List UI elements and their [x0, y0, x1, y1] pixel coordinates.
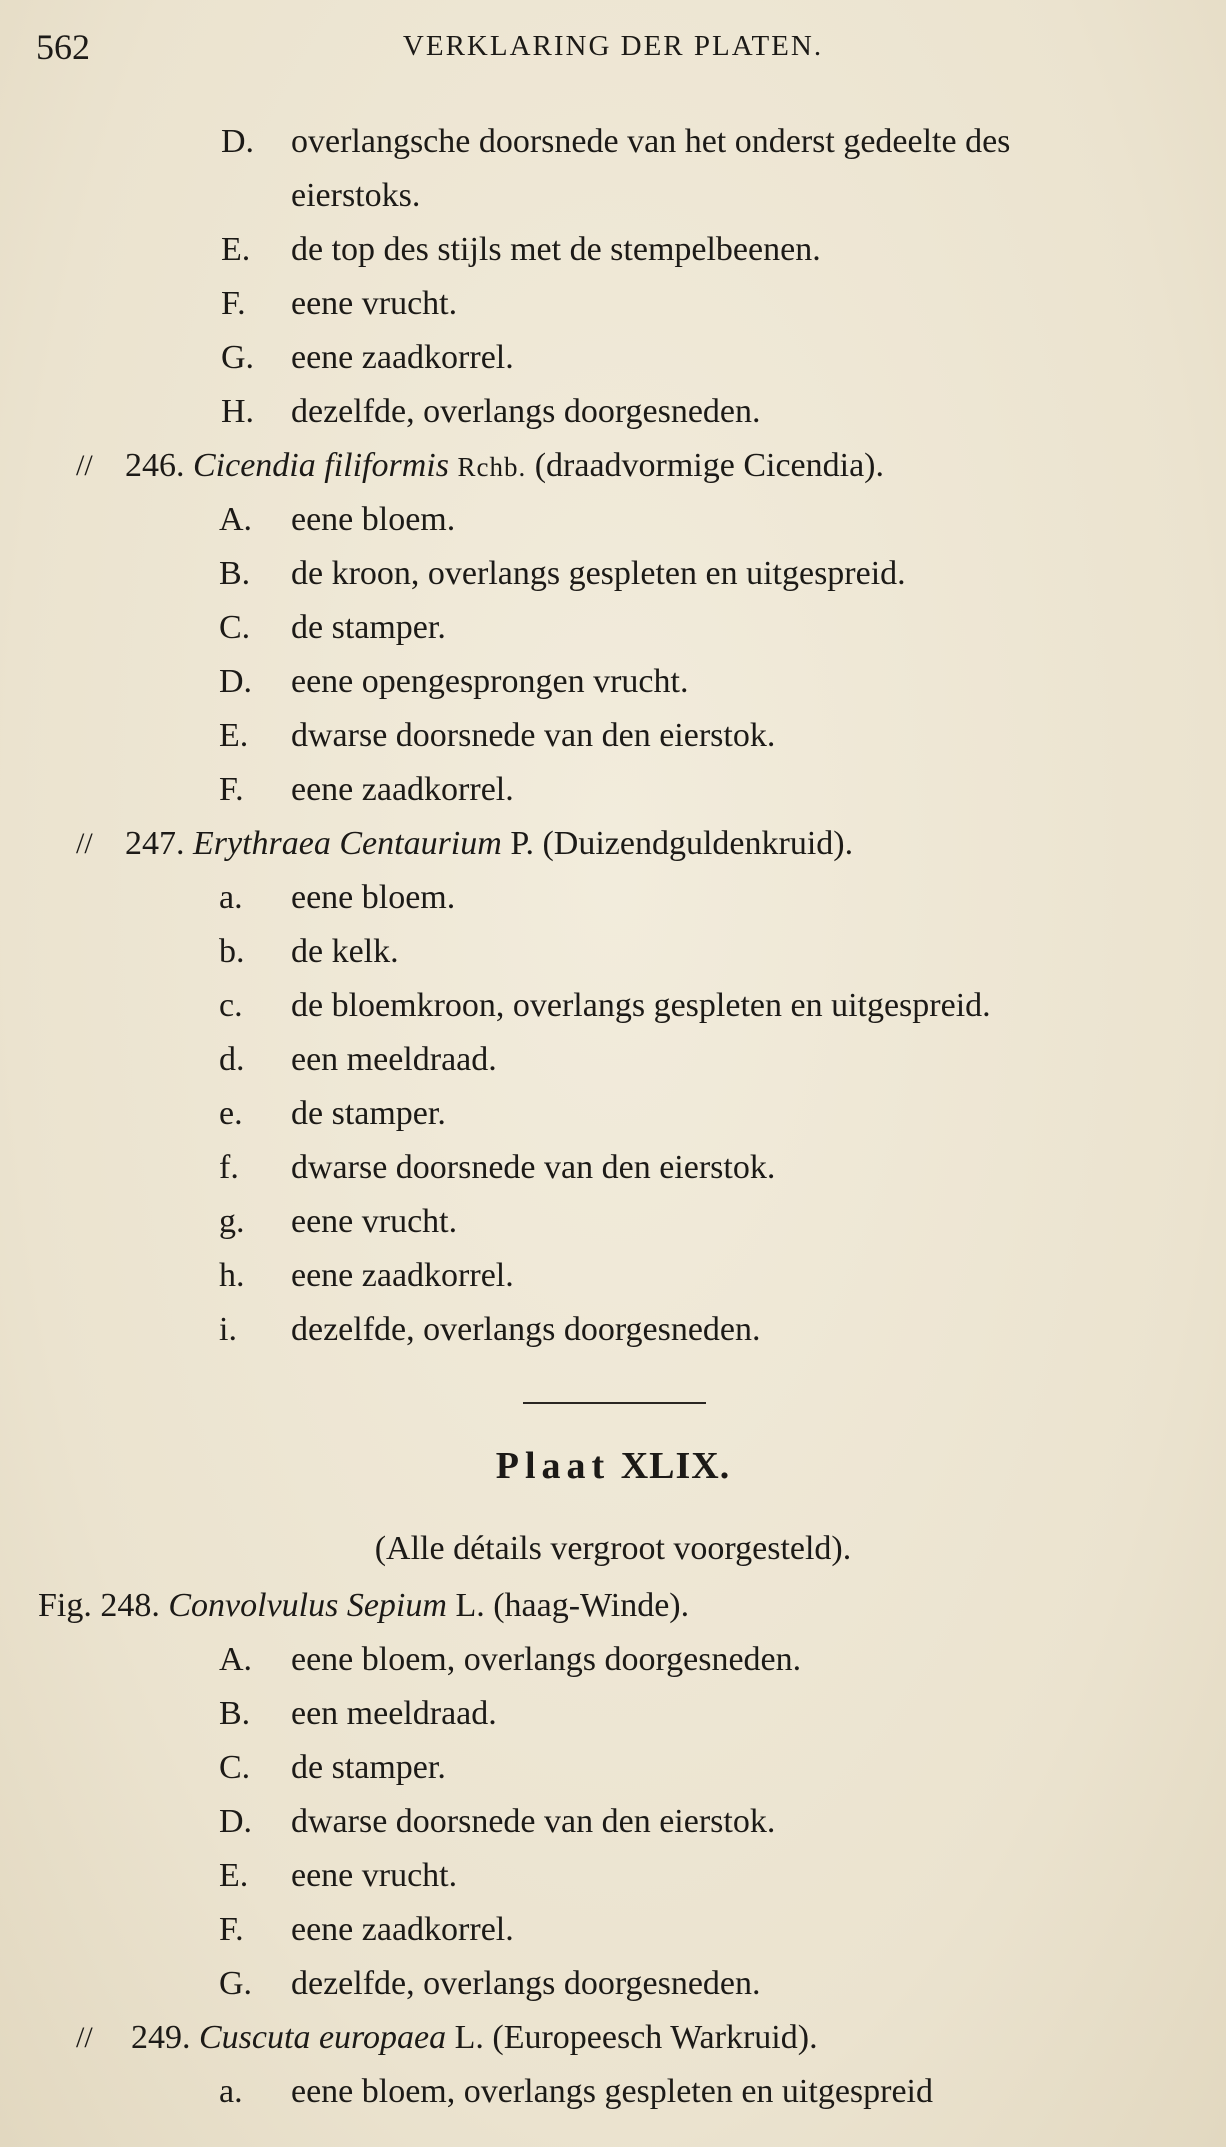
- species-name: Erythraea Centaurium: [193, 825, 502, 862]
- plate-numeral: XLIX.: [620, 1445, 731, 1487]
- fig-prefix: Fig.: [38, 1587, 92, 1624]
- ditto-mark: //: [76, 449, 93, 482]
- author-abbrev: L.: [455, 1587, 485, 1624]
- running-head: VERKLARING DER PLATEN.: [402, 30, 824, 62]
- figure-number: 248.: [100, 1587, 160, 1624]
- book-page: 562 VERKLARING DER PLATEN. D. overlangsche doorsnede van het onderst gedeelte des eierstoks. E. de top des stijls met de stempelbeenen. F. eene vrucht. G. eene zaadkorrel. H. dezelfde, overlangs doorgesneden. // 246. Cicendia filiformis Rchb. (draadvormige Cicendia). A. eene bloem. B. de kroon, overlangs gespleten en uitgespreid. C. de stamper. D. eene opengesprongen vrucht. E. dwarse doorsnede van den eierstok. F. eene zaadkorrel. // 247. Erythraea Centaurium P. (Duizendguldenkruid). a. eene bloem. b. de kelk. c. de bloemkroon, overlangs gespleten en uitgespreid. d. een meeldraad. e. de stamper. f. dwarse doorsnede van den eierstok. g. eene vrucht. h. eene zaadkorrel. i. dezelfde, overlangs doorgesneden. Plaat XLIX. (Alle détails vergroot voorgesteld). Fig. 248. Convolvulus Sepium L. (haag-Winde). A. eene bloem, overlangs doorgesneden. B. een meeldraad. C. de stamper. D. dwarse doorsnede van den eierstok. E. eene vrucht. F. eene zaadkorrel. G. dezelfde, overlangs doorgesneden. // 249. Cuscuta europaea L. (Europeesch Warkruid). a. eene bloem, overlangs gespleten en uitgespreid: [0, 0, 1226, 2147]
- common-name: (Europeesch Warkruid).: [492, 2019, 818, 2056]
- author-abbrev: Rchb.: [457, 452, 527, 482]
- plate-subtitle: (Alle détails vergroot voorgesteld).: [374, 1530, 852, 1567]
- figure-number: 246.: [125, 447, 185, 484]
- species-name: Convolvulus Sepium: [168, 1587, 447, 1624]
- section-divider: [523, 1402, 706, 1404]
- ditto-mark: //: [76, 827, 93, 860]
- common-name: (Duizendguldenkruid).: [542, 825, 854, 862]
- author-abbrev: P.: [510, 825, 534, 862]
- plate-title: [0, 1444, 1226, 1488]
- author-abbrev: L.: [454, 2019, 484, 2056]
- ditto-mark: //: [76, 2021, 93, 2054]
- common-name: (haag-Winde).: [493, 1587, 690, 1624]
- figure-number: 249.: [131, 2019, 191, 2056]
- plate-word: Plaat: [495, 1445, 611, 1487]
- common-name: (draadvormige Cicendia).: [534, 447, 884, 484]
- species-name: Cicendia filiformis: [193, 447, 449, 484]
- species-name: Cuscuta europaea: [199, 2019, 447, 2056]
- figure-number: 247.: [125, 825, 185, 862]
- page-number: 562: [36, 27, 90, 67]
